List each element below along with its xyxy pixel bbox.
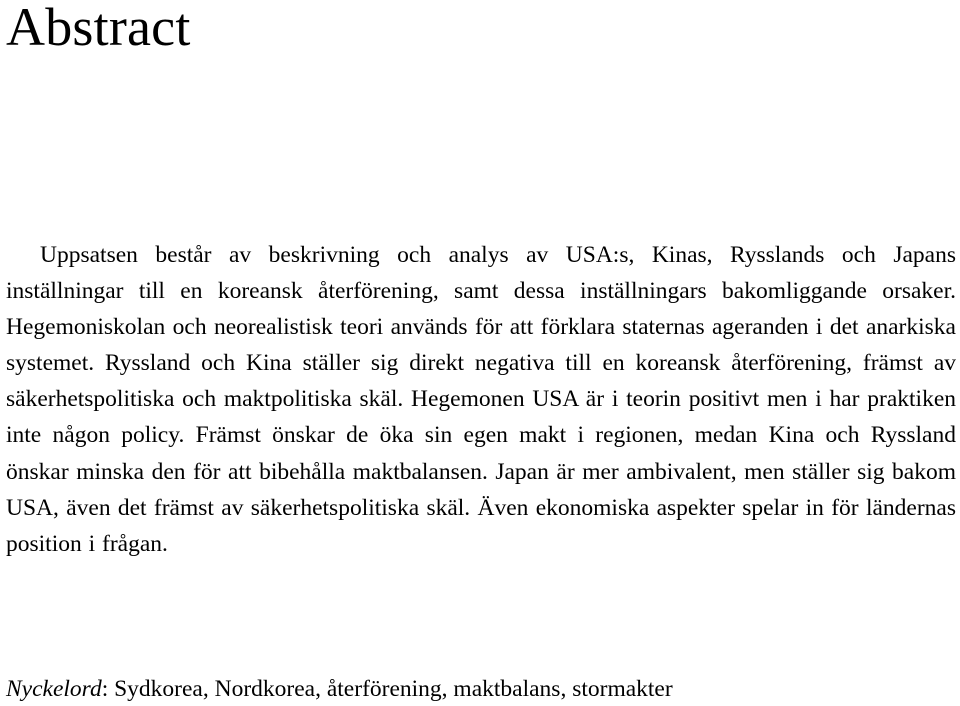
keywords-value: Sydkorea, Nordkorea, återförening, maktbalans, stormakter bbox=[114, 676, 673, 702]
keywords-label: Nyckelord bbox=[6, 676, 102, 702]
keywords-line bbox=[6, 672, 673, 706]
keywords-separator: : bbox=[101, 676, 115, 702]
abstract-paragraph: Uppsatsen består av beskrivning och analys av USA:s, Kinas, Rysslands och Japans inställningar till en koreansk återförening, samt dessa inställningars bakomliggande orsaker. Hegemoniskolan och neorealistisk teori används för att förklara staternas ageranden i det anarkiska systemet. Ryssland och Kina ställer sig direkt negativa till en koreansk återförening, främst av säkerhetspolitiska och maktpolitiska skäl. Hegemonen USA är i teorin positivt men i har praktiken inte någon policy. Främst önskar de öka sin egen makt i regionen, medan Kina och Ryssland önskar minska den för att bibehålla maktbalansen. Japan är mer ambivalent, men ställer sig bakom USA, även det främst av säkerhetspolitiska skäl. Även ekonomiska aspekter spelar in för ländernas position i frågan. bbox=[6, 242, 956, 557]
page-title: Abstract bbox=[6, 0, 191, 57]
